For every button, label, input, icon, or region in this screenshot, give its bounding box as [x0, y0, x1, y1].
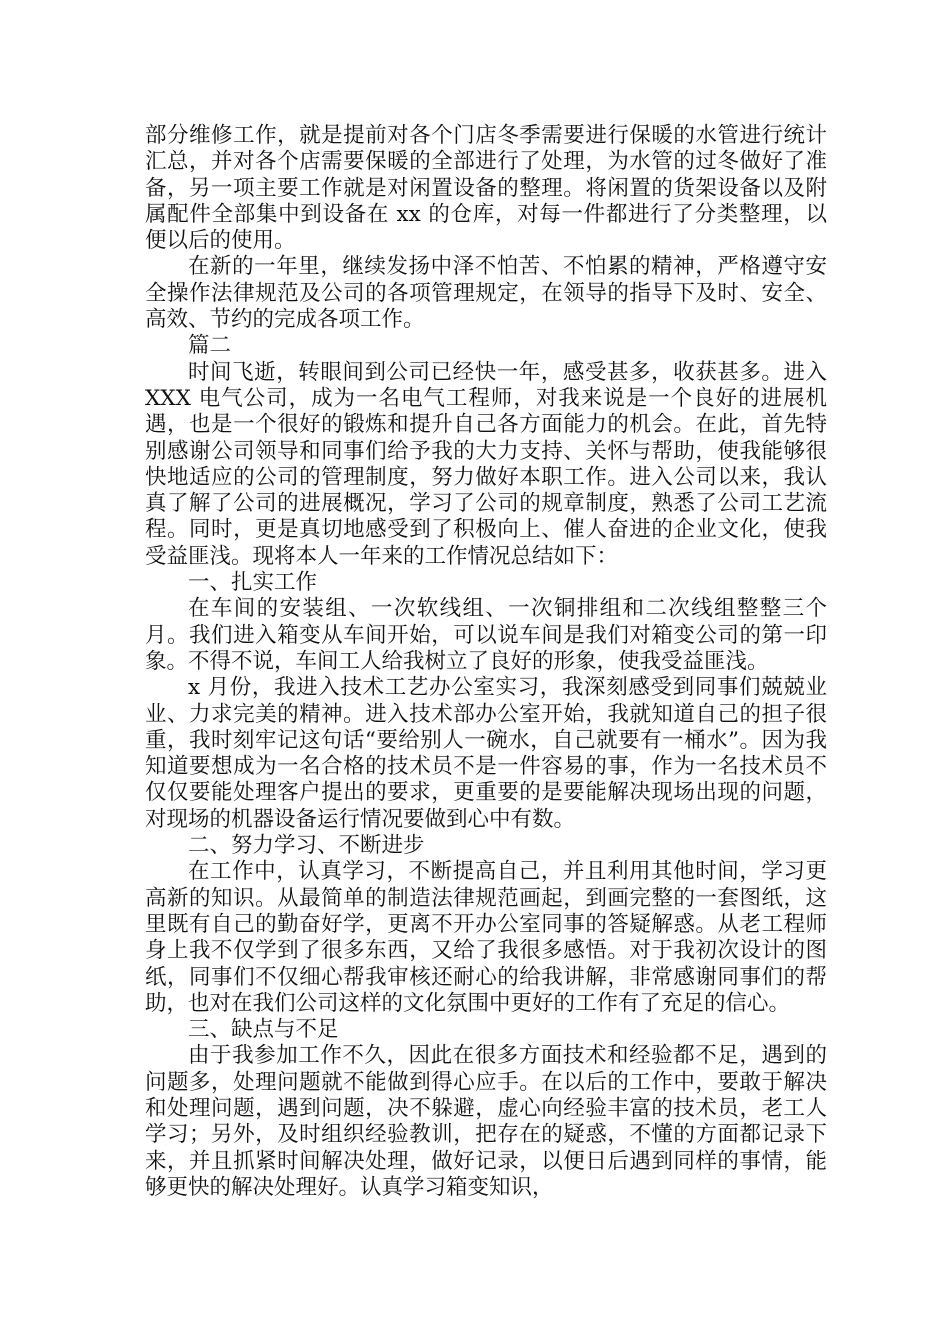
section-heading: 一、扎实工作	[188, 570, 318, 596]
body-paragraph: 部分维修工作，就是提前对各个门店冬季需要进行保暖的水管进行统计汇总，并对各个店需要保暖的全部进行了处理，为水管的过冬做好了准备，另一项主要工作就是对闲置设备的整理。将闲置的货架设备以及附属配件全部集中到设备在 xx 的仓库，对每一件都进行了分类整理，以便以后的使用。	[145, 123, 827, 254]
body-paragraph: 在车间的安装组、一次软线组、一次铜排组和二次线组整整三个月。我们进入箱变从车间开始，可以说车间是我们对箱变公司的第一印象。不得不说，车间工人给我树立了良好的形象，使我受益匪浅。	[145, 596, 827, 674]
section-heading: 三、缺点与不足	[188, 1017, 339, 1043]
body-paragraph: x 月份，我进入技术工艺办公室实习，我深刻感受到同事们兢兢业业、力求完美的精神。进入技术部办公室开始，我就知道自己的担子很重，我时刻牢记这句话“要给别人一碗水，自己就要有一桶水”。因为我知道要想成为一名合格的技术员不是一件容易的事，作为一名技术员不仅仅要能处理客户提出的要求，更重要的是要能解决现场出现的问题，对现场的机器设备运行情况要做到心中有数。	[145, 675, 827, 832]
body-paragraph: 在工作中，认真学习，不断提高自己，并且利用其他时间，学习更高新的知识。从最简单的制造法律规范画起，到画完整的一套图纸，这里既有自己的勤奋好学，更离不开办公室同事的答疑解惑。从老工程师身上我不仅学到了很多东西，又给了我很多感悟。对于我初次设计的图纸，同事们不仅细心帮我审核还耐心的给我讲解，非常感谢同事们的帮助，也对在我们公司这样的文化氛围中更好的工作有了充足的信心。	[145, 859, 827, 1016]
document-body	[145, 123, 827, 1201]
section-heading: 篇二	[188, 333, 232, 359]
body-paragraph: 时间飞逝，转眼间到公司已经快一年，感受甚多，收获甚多。进入 XXX 电气公司，成为一名电气工程师，对我来说是一个良好的进展机遇，也是一个很好的锻炼和提升自己各方面能力的机会。在此，首先特别感谢公司领导和同事们给予我的大力支持、关怀与帮助，使我能够很快地适应的公司的管理制度，努力做好本职工作。进入公司以来，我认真了解了公司的进展概况，学习了公司的规章制度，熟悉了公司工艺流程。同时，更是真切地感受到了积极向上、催人奋进的企业文化，使我受益匪浅。现将本人一年来的工作情况总结如下：	[145, 359, 827, 569]
section-heading: 二、努力学习、不断进步	[188, 833, 425, 859]
body-paragraph: 在新的一年里，继续发扬中泽不怕苦、不怕累的精神，严格遵守安全操作法律规范及公司的各项管理规定，在领导的指导下及时、安全、高效、节约的完成各项工作。	[145, 254, 827, 333]
body-paragraph: 由于我参加工作不久，因此在很多方面技术和经验都不足，遇到的问题多，处理问题就不能做到得心应手。在以后的工作中，要敢于解决和处理问题，遇到问题，决不躲避，虚心向经验丰富的技术员，老工人学习；另外，及时组织经验教训，把存在的疑惑，不懂的方面都记录下来，并且抓紧时间解决处理，做好记录，以便日后遇到同样的事情，能够更快的解决处理好。认真学习箱变知识，	[145, 1043, 827, 1200]
